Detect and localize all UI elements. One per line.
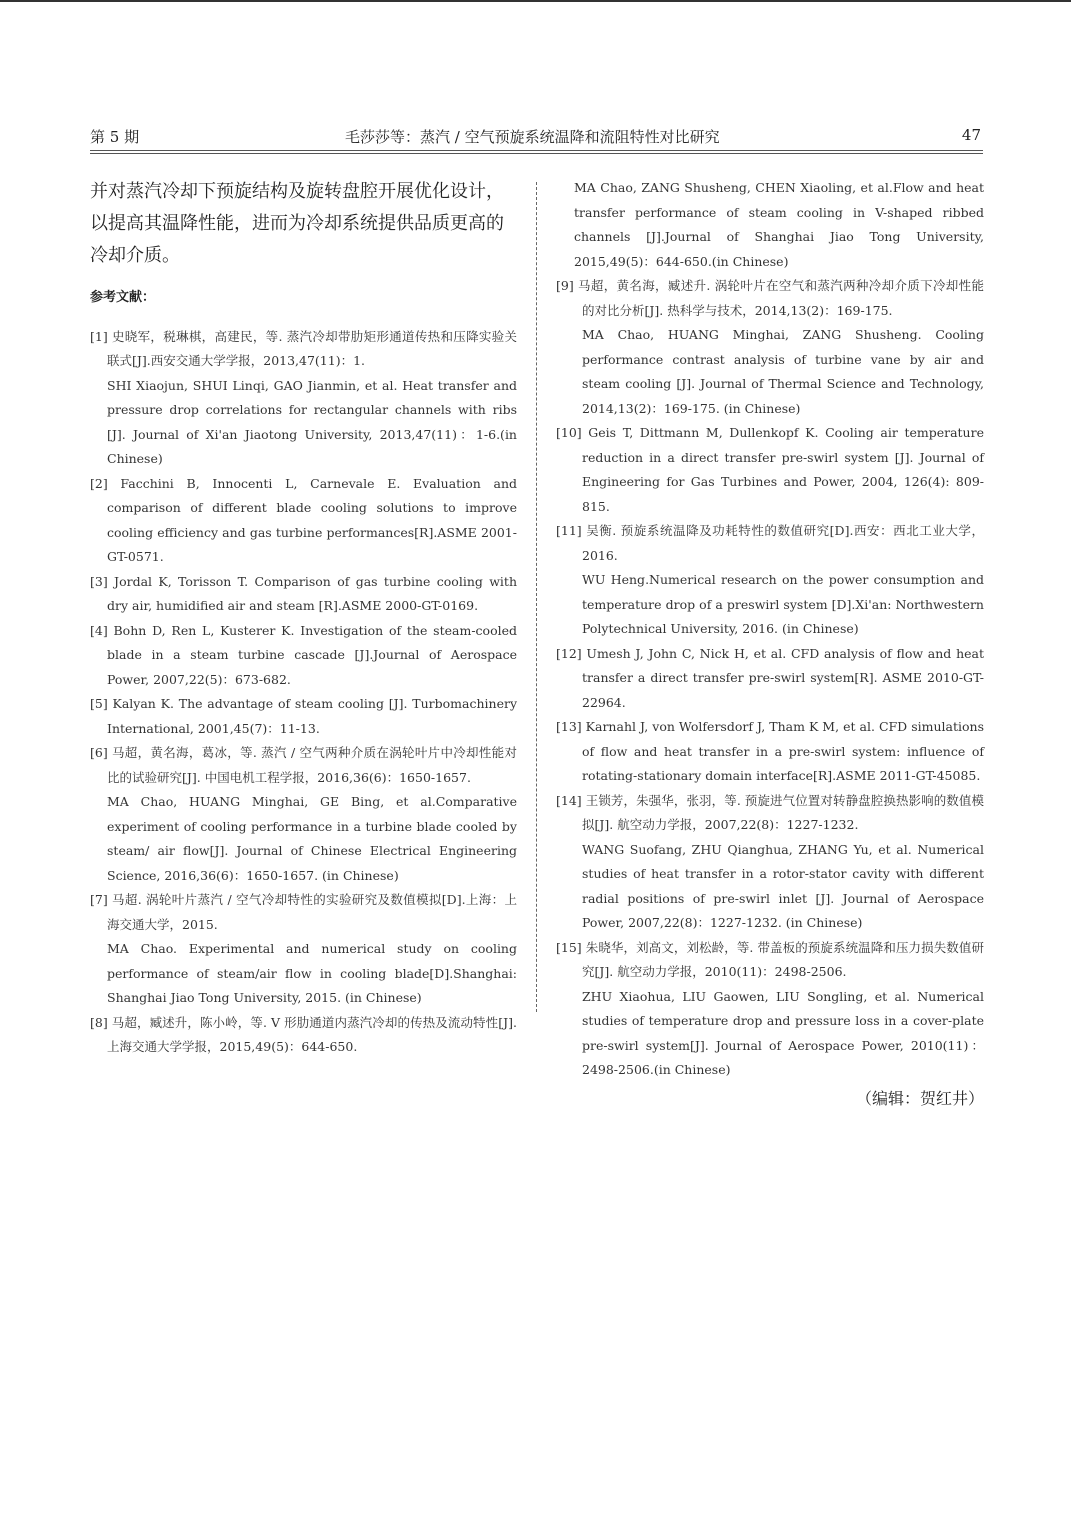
reference-zh: [1] 史晓军，税琳棋，高建民，等. 蒸汽冷却带肋矩形通道传热和压降实验关联式[J].西安交通大学学报，2013,47(11)：1.	[90, 328, 517, 368]
top-border	[0, 0, 1071, 2]
column-divider	[536, 182, 537, 1012]
reference-en: MA Chao, HUANG Minghai, ZANG Shusheng. Cooling performance contrast analysis of turbine vane by air and steam cooling [J]. Journal of Thermal Science and Technology, 2014,13(2)：169-175. (in Chinese)	[582, 327, 984, 416]
reference-zh: [11] 吴衡. 预旋系统温降及功耗特性的数值研究[D].西安：西北工业大学，2016.	[556, 523, 984, 563]
reference-10	[556, 421, 984, 519]
header-rule-top	[90, 150, 983, 151]
reference-en: WU Heng.Numerical research on the power consumption and temperature drop of a preswirl system [D].Xi'an: Northwestern Polytechnical University, 2016. (in Chinese)	[582, 572, 984, 636]
intro-paragraph: 并对蒸汽冷却下预旋结构及旋转盘腔开展优化设计，以提高其温降性能，进而为冷却系统提供品质更高的冷却介质。	[90, 181, 504, 266]
reference-7	[90, 888, 517, 1011]
reference-13	[556, 715, 984, 789]
reference-text: [12] Umesh J, John C, Nick H, et al. CFD analysis of flow and heat transfer a direct transfer pre-swirl system[R]. ASME 2010-GT-22964.	[556, 645, 984, 710]
reference-zh: [14] 王锁芳，朱强华，张羽，等. 预旋进气位置对转静盘腔换热影响的数值模拟[J]. 航空动力学报，2007,22(8)：1227-1232.	[556, 792, 984, 832]
reference-12	[556, 642, 984, 716]
reference-5	[90, 692, 517, 741]
editor-credit: （编辑：贺红井）	[855, 1088, 984, 1108]
reference-en: MA Chao. Experimental and numerical study on cooling performance of steam/air flow in cooling blade[D].Shanghai: Shanghai Jiao Tong University, 2015. (in Chinese)	[107, 941, 517, 1005]
reference-en: WANG Suofang, ZHU Qianghua, ZHANG Yu, et al. Numerical studies of heat transfer in a rotor-stator cavity with different radial positions of pre-swirl inlet [J]. Journal of Aerospace Power, 2007,22(8)：1227-1232. (in Chinese)	[582, 841, 984, 930]
right-column	[556, 176, 984, 1127]
reference-15	[556, 936, 984, 1083]
reference-zh: [6] 马超，黄名海，葛冰，等. 蒸汽 / 空气两种介质在涡轮叶片中冷却性能对比的试验研究[J]. 中国电机工程学报，2016,36(6)：1650-1657.	[90, 745, 517, 785]
reference-1	[90, 325, 517, 472]
reference-en: MA Chao, HUANG Minghai, GE Bing, et al.Comparative experiment of cooling performance in a turbine blade cooled by steam/ air flow[J]. Journal of Chinese Electrical Engineering Science, 2016,36(6)：1650-1657. (in Chinese)	[107, 794, 517, 883]
reference-text: [4] Bohn D, Ren L, Kusterer K. Investigation of the steam-cooled blade in a steam turbine cascade [J].Journal of Aerospace Power, 2007,22(5)：673-682.	[90, 622, 517, 687]
reference-text: [13] Karnahl J, von Wolfersdorf J, Tham K M, et al. CFD simulations of flow and heat transfer in a pre-swirl system: influence of rotating-stationary domain interface[R].ASME 2011-GT-45085.	[556, 719, 984, 783]
reference-text: [2] Facchini B, Innocenti L, Carnevale E. Evaluation and comparison of different blade cooling solutions to improve cooling efficiency and gas turbine performances[R].ASME 2001-GT-0571.	[90, 475, 517, 564]
reference-9	[556, 274, 984, 421]
running-title: 毛莎莎等：蒸汽 / 空气预旋系统温降和流阻特性对比研究	[345, 128, 720, 146]
reference-8	[90, 1011, 517, 1060]
reference-2	[90, 472, 517, 570]
reference-zh: [7] 马超. 涡轮叶片蒸汽 / 空气冷却特性的实验研究及数值模拟[D].上海：上海交通大学，2015.	[90, 892, 517, 932]
references-title: 参考文献：	[90, 290, 156, 305]
reference-3	[90, 570, 517, 619]
reference-8-english-continued: MA Chao, ZANG Shusheng, CHEN Xiaoling, et al.Flow and heat transfer performance of steam cooling in V-shaped ribbed channels [J].Journal of Shanghai Jiao Tong University, 2015,49(5)：644-650.(in Chinese)	[574, 180, 984, 269]
reference-11	[556, 519, 984, 642]
running-header	[90, 126, 983, 148]
left-column	[90, 176, 517, 1060]
reference-text: [5] Kalyan K. The advantage of steam cooling [J]. Turbomachinery International, 2001,45(7)：11-13.	[90, 696, 517, 736]
reference-en: ZHU Xiaohua, LIU Gaowen, LIU Songling, et al. Numerical studies of temperature drop and pressure loss in a cover-plate pre-swirl system[J]. Journal of Aerospace Power, 2010(11)：2498-2506.(in Chinese)	[582, 988, 984, 1077]
reference-text: [10] Geis T, Dittmann M, Dullenkopf K. Cooling air temperature reduction in a direct transfer pre-swirl system [J]. Journal of Engineering for Gas Turbines and Power, 2004, 126(4): 809-815.	[556, 425, 984, 514]
reference-6	[90, 741, 517, 888]
reference-zh: [8] 马超，臧述升，陈小岭，等. V 形肋通道内蒸汽冷却的传热及流动特性[J]. 上海交通大学学报，2015,49(5)：644-650.	[90, 1014, 517, 1054]
header-rule-bottom	[90, 153, 983, 154]
issue-label: 第 5 期	[90, 128, 140, 146]
reference-14	[556, 789, 984, 936]
reference-zh: [15] 朱晓华，刘高文，刘松龄，等. 带盖板的预旋系统温降和压力损失数值研究[J]. 航空动力学报，2010(11)：2498-2506.	[556, 939, 984, 979]
page-number: 47	[961, 126, 981, 144]
reference-en: SHI Xiaojun, SHUI Linqi, GAO Jianmin, et al. Heat transfer and pressure drop correlations for rectangular channels with ribs [J]. Journal of Xi'an Jiaotong University, 2013,47(11)：1-6.(in Chinese)	[107, 377, 517, 466]
reference-4	[90, 619, 517, 693]
reference-text: [3] Jordal K, Torisson T. Comparison of gas turbine cooling with dry air, humidified air and steam [R].ASME 2000-GT-0169.	[90, 573, 517, 613]
reference-zh: [9] 马超，黄名海，臧述升. 涡轮叶片在空气和蒸汽两种冷却介质下冷却性能的对比分析[J]. 热科学与技术，2014,13(2)：169-175.	[556, 278, 984, 318]
